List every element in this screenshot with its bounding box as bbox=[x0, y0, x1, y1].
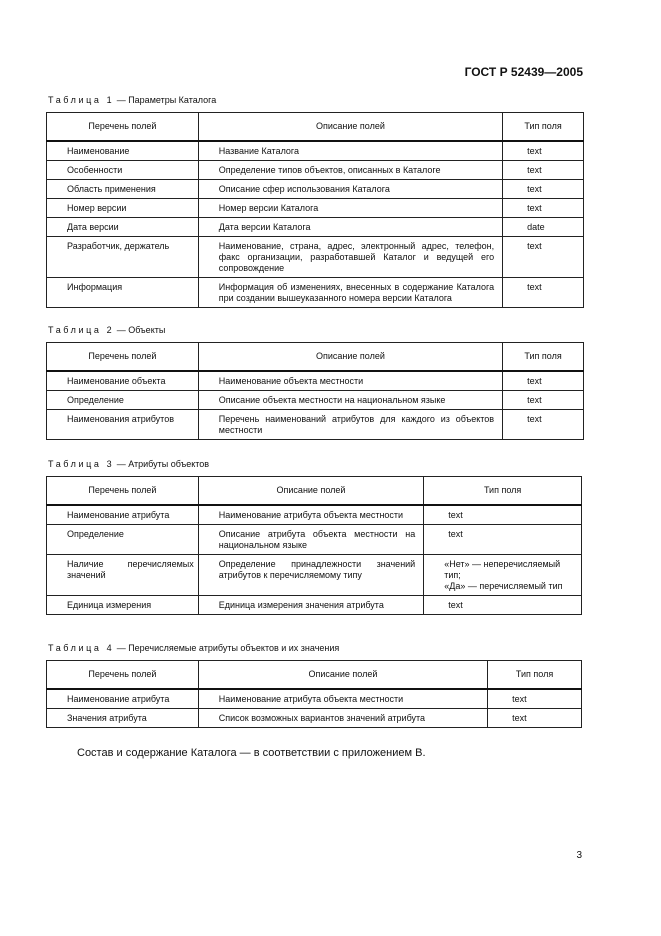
table-caption-label: Таблица 1 bbox=[48, 95, 115, 105]
field-name-cell: Определение bbox=[47, 390, 199, 409]
field-type-cell: text bbox=[503, 371, 584, 391]
field-description-cell: Описание сфер использования Каталога bbox=[198, 179, 502, 198]
field-description-cell: Информация об изменениях, внесенных в содержание Каталога при создании вышеуказанного номера версии Каталога bbox=[198, 277, 502, 307]
field-name-cell: Разработчик, держатель bbox=[47, 236, 199, 277]
table-2-caption bbox=[48, 325, 165, 335]
page-number: 3 bbox=[576, 850, 582, 861]
field-description-cell: Наименование объекта местности bbox=[198, 371, 502, 391]
field-description-cell: Определение типов объектов, описанных в Каталоге bbox=[198, 160, 502, 179]
field-type-cell: text bbox=[424, 524, 582, 554]
table-row bbox=[47, 390, 584, 409]
field-type-cell: text bbox=[424, 595, 582, 614]
field-description-cell: Наименование атрибута объекта местности bbox=[198, 689, 487, 709]
field-name-cell: Наименование атрибута bbox=[47, 505, 199, 525]
field-name-cell: Наименование объекта bbox=[47, 371, 199, 391]
table-caption-title: — Атрибуты объектов bbox=[114, 459, 210, 469]
column-header: Описание полей bbox=[198, 661, 487, 689]
field-name-cell: Наименования атрибутов bbox=[47, 409, 199, 439]
table-row bbox=[47, 708, 582, 727]
table-4-caption bbox=[48, 643, 339, 653]
column-header: Перечень полей bbox=[47, 343, 199, 371]
column-header: Тип поля bbox=[424, 477, 582, 505]
column-header: Перечень полей bbox=[47, 113, 199, 141]
field-name-cell: Наименование атрибута bbox=[47, 689, 199, 709]
column-header: Тип поля bbox=[503, 343, 584, 371]
column-header: Перечень полей bbox=[47, 477, 199, 505]
table-row bbox=[47, 689, 582, 709]
field-type-cell: text bbox=[488, 708, 582, 727]
field-type-cell: text bbox=[503, 277, 584, 307]
table-caption-title: — Перечисляемые атрибуты объектов и их значения bbox=[114, 643, 340, 653]
field-description-cell: Перечень наименований атрибутов для каждого из объектов местности bbox=[198, 409, 502, 439]
field-name-cell: Особенности bbox=[47, 160, 199, 179]
field-type-cell: text bbox=[503, 198, 584, 217]
document-header: ГОСТ Р 52439—2005 bbox=[464, 65, 583, 79]
column-header: Описание полей bbox=[198, 113, 502, 141]
table-row bbox=[47, 198, 584, 217]
field-description-cell: Дата версии Каталога bbox=[198, 217, 502, 236]
table-row bbox=[47, 505, 582, 525]
body-paragraph: Состав и содержание Каталога — в соответствии с приложением В. bbox=[77, 747, 426, 759]
field-description-cell: Наименование, страна, адрес, электронный адрес, телефон, факс организации, разработавшей Каталог и ведущей его сопровождение bbox=[198, 236, 502, 277]
table-row bbox=[47, 371, 584, 391]
field-name-cell: Значения атрибута bbox=[47, 708, 199, 727]
field-name-cell: Номер версии bbox=[47, 198, 199, 217]
field-description-cell: Единица измерения значения атрибута bbox=[198, 595, 423, 614]
column-header: Тип поля bbox=[488, 661, 582, 689]
field-name-cell: Дата версии bbox=[47, 217, 199, 236]
table-1 bbox=[46, 112, 584, 308]
table-1-caption bbox=[48, 95, 216, 105]
table-3-caption bbox=[48, 459, 209, 469]
table-4 bbox=[46, 660, 582, 728]
table-caption-label: Таблица 4 bbox=[48, 643, 115, 653]
table-row bbox=[47, 595, 582, 614]
table-caption-label: Таблица 2 bbox=[48, 325, 115, 335]
field-type-cell: text bbox=[424, 505, 582, 525]
table-row bbox=[47, 524, 582, 554]
table-row bbox=[47, 409, 584, 439]
table-row bbox=[47, 160, 584, 179]
field-description-cell: Наименование атрибута объекта местности bbox=[198, 505, 423, 525]
column-header: Перечень полей bbox=[47, 661, 199, 689]
field-type-cell: text bbox=[503, 236, 584, 277]
table-row bbox=[47, 277, 584, 307]
field-name-cell: Наличие перечисляемых значений bbox=[47, 554, 199, 595]
field-description-cell: Номер версии Каталога bbox=[198, 198, 502, 217]
field-description-cell: Описание атрибута объекта местности на национальном языке bbox=[198, 524, 423, 554]
field-description-cell: Название Каталога bbox=[198, 141, 502, 161]
field-name-cell: Область применения bbox=[47, 179, 199, 198]
field-name-cell: Определение bbox=[47, 524, 199, 554]
field-name-cell: Наименование bbox=[47, 141, 199, 161]
field-type-cell: text bbox=[503, 390, 584, 409]
field-type-cell: text bbox=[503, 141, 584, 161]
field-type-cell: text bbox=[503, 409, 584, 439]
field-type-cell: text bbox=[503, 160, 584, 179]
field-description-cell: Определение принадлежности значений атрибутов к перечисляемому типу bbox=[198, 554, 423, 595]
column-header: Описание полей bbox=[198, 343, 502, 371]
field-type-cell: text bbox=[488, 689, 582, 709]
field-description-cell: Список возможных вариантов значений атрибута bbox=[198, 708, 487, 727]
field-type-cell: text bbox=[503, 179, 584, 198]
table-caption-title: — Объекты bbox=[114, 325, 166, 335]
table-row bbox=[47, 236, 584, 277]
table-2 bbox=[46, 342, 584, 440]
table-caption-label: Таблица 3 bbox=[48, 459, 115, 469]
column-header: Тип поля bbox=[503, 113, 584, 141]
field-description-cell: Описание объекта местности на национальном языке bbox=[198, 390, 502, 409]
table-row bbox=[47, 554, 582, 595]
field-name-cell: Информация bbox=[47, 277, 199, 307]
table-row bbox=[47, 217, 584, 236]
field-type-cell: «Нет» — неперечисляемый тип; «Да» — перечисляемый тип bbox=[424, 554, 582, 595]
table-row bbox=[47, 179, 584, 198]
field-type-cell: date bbox=[503, 217, 584, 236]
table-3 bbox=[46, 476, 582, 615]
column-header: Описание полей bbox=[198, 477, 423, 505]
table-caption-title: — Параметры Каталога bbox=[114, 95, 217, 105]
field-name-cell: Единица измерения bbox=[47, 595, 199, 614]
table-row bbox=[47, 141, 584, 161]
